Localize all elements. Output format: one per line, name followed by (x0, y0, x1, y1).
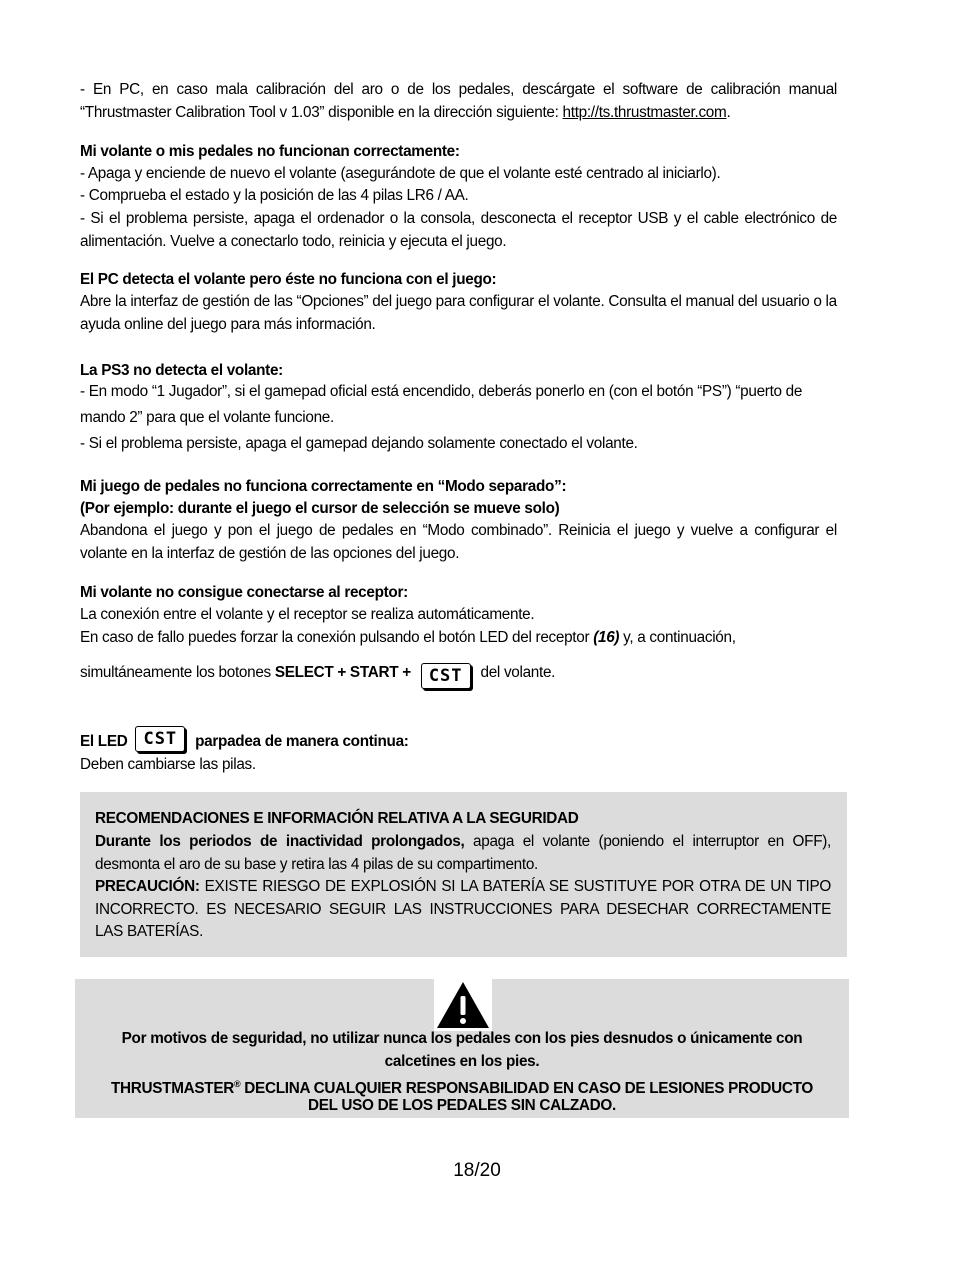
ps3-tip-1b: mando 2” para que el volante funcione. (80, 409, 334, 426)
heading-pc-detects: El PC detecta el volante pero éste no funciona con el juego: (80, 271, 497, 288)
led-heading-b: parpadea de manera continua: (195, 733, 409, 750)
safety-title: RECOMENDACIONES E INFORMACIÓN RELATIVA A LA SEGURIDAD (95, 810, 579, 827)
led-heading-a: El LED (80, 733, 128, 750)
cst-led-icon: CST (135, 726, 185, 752)
receiver-line-3-end: del volante. (480, 664, 556, 681)
calibration-end: . (726, 103, 731, 121)
receiver-line-2 (80, 627, 837, 650)
heading-pedals-example: (Por ejemplo: durante el juego el cursor de selección se mueve solo) (80, 500, 560, 517)
receiver-line-2-end: y, a continuación, (619, 629, 736, 646)
registered-mark: ® (234, 1079, 241, 1089)
safety-inactivity-text: apaga el volante (poniendo el interruptor en OFF), desmonta el aro de su base y retira las 4 pilas de su compartimento. (95, 833, 831, 873)
heading-wheel-not-working: Mi volante o mis pedales no funcionan correctamente: (80, 143, 460, 160)
calibration-paragraph (80, 79, 837, 124)
heading-pedals-separate: Mi juego de pedales no funciona correctamente en “Modo separado”: (80, 478, 567, 495)
warning-line-1: Por motivos de seguridad, no utilizar nunca los pedales con los pies desnudos o únicamente con (121, 1030, 803, 1047)
pc-detects-body: Abre la interfaz de gestión de las “Opciones” del juego para configurar el volante. Consulta el manual del usuario o la ayuda online del juego para más información. (80, 293, 837, 333)
ps3-tip-2: - Si el problema persiste, apaga el gamepad dejando solamente conectado el volante. (80, 435, 638, 452)
warning-line-3-text: DECLINA CUALQUIER RESPONSABILIDAD EN CASO DE LESIONES PRODUCTO (240, 1080, 813, 1098)
safety-caution-text: EXISTE RIESGO DE EXPLOSIÓN SI LA BATERÍA SE SUSTITUYE POR OTRA DE UN TIPO INCORRECTO. ES NECESARIO SEGUIR LAS INSTRUCCIONES PARA DESECHAR CORRECTAMENTE LAS BATERÍAS. (95, 878, 831, 940)
cst-button-icon: CST (421, 663, 471, 689)
receiver-line-1: La conexión entre el volante y el receptor se realiza automáticamente. (80, 606, 535, 623)
warning-triangle-svg (434, 979, 492, 1031)
warning-line-4: DEL USO DE LOS PEDALES SIN CALZADO. (308, 1097, 616, 1114)
thrustmaster-link[interactable]: http://ts.thrustmaster.com (562, 103, 727, 121)
wheel-tip-1: - Apaga y enciende de nuevo el volante (asegurándote de que el volante esté centrado al iniciarlo). (80, 165, 721, 182)
safety-caution (95, 876, 831, 944)
receiver-line-3 (80, 662, 837, 689)
ps3-tip-1a: - En modo “1 Jugador”, si el gamepad oficial está encendido, deberás ponerlo en (con el botón “PS”) “puerto de (80, 383, 803, 400)
safety-caution-bold: PRECAUCIÓN: (95, 878, 200, 895)
pedals-body: Abandona el juego y pon el juego de pedales en “Modo combinado”. Reinicia el juego y vuelve a configurar el volante en la interfaz de gestión de las opciones del juego. (80, 522, 837, 562)
safety-inactivity (95, 831, 831, 876)
warning-line-2: calcetines en los pies. (384, 1053, 540, 1070)
calibration-text: - En PC, en caso mala calibración del aro o de los pedales, descárgate el software de calibración manual “Thrustmaster Calibration Tool v 1.03” disponible en la dirección siguiente: (80, 81, 837, 121)
heading-led (80, 726, 837, 754)
led-body: Deben cambiarse las pilas. (80, 756, 256, 773)
heading-ps3: La PS3 no detecta el volante: (80, 362, 283, 379)
warning-triangle-icon (434, 979, 492, 1031)
safety-inactivity-bold: Durante los periodos de inactividad prolongados, (95, 833, 465, 850)
page-number: 18/20 (453, 1160, 501, 1181)
wheel-tip-2: - Comprueba el estado y la posición de las 4 pilas LR6 / AA. (80, 187, 469, 204)
receiver-line-3-text: simultáneamente los botones (80, 664, 275, 681)
receiver-ref: (16) (593, 629, 620, 646)
heading-receiver: Mi volante no consigue conectarse al receptor: (80, 584, 408, 601)
wheel-tip-3: - Si el problema persiste, apaga el ordenador o la consola, desconecta el receptor USB y el cable electrónico de alimentación. Vuelve a conectarlo todo, reinicia y ejecuta el juego. (80, 210, 837, 250)
brand-name: THRUSTMASTER (110, 1080, 235, 1098)
receiver-line-2-text: En caso de fallo puedes forzar la conexión pulsando el botón LED del receptor (80, 629, 594, 646)
select-start-label: SELECT + START + (274, 664, 411, 681)
